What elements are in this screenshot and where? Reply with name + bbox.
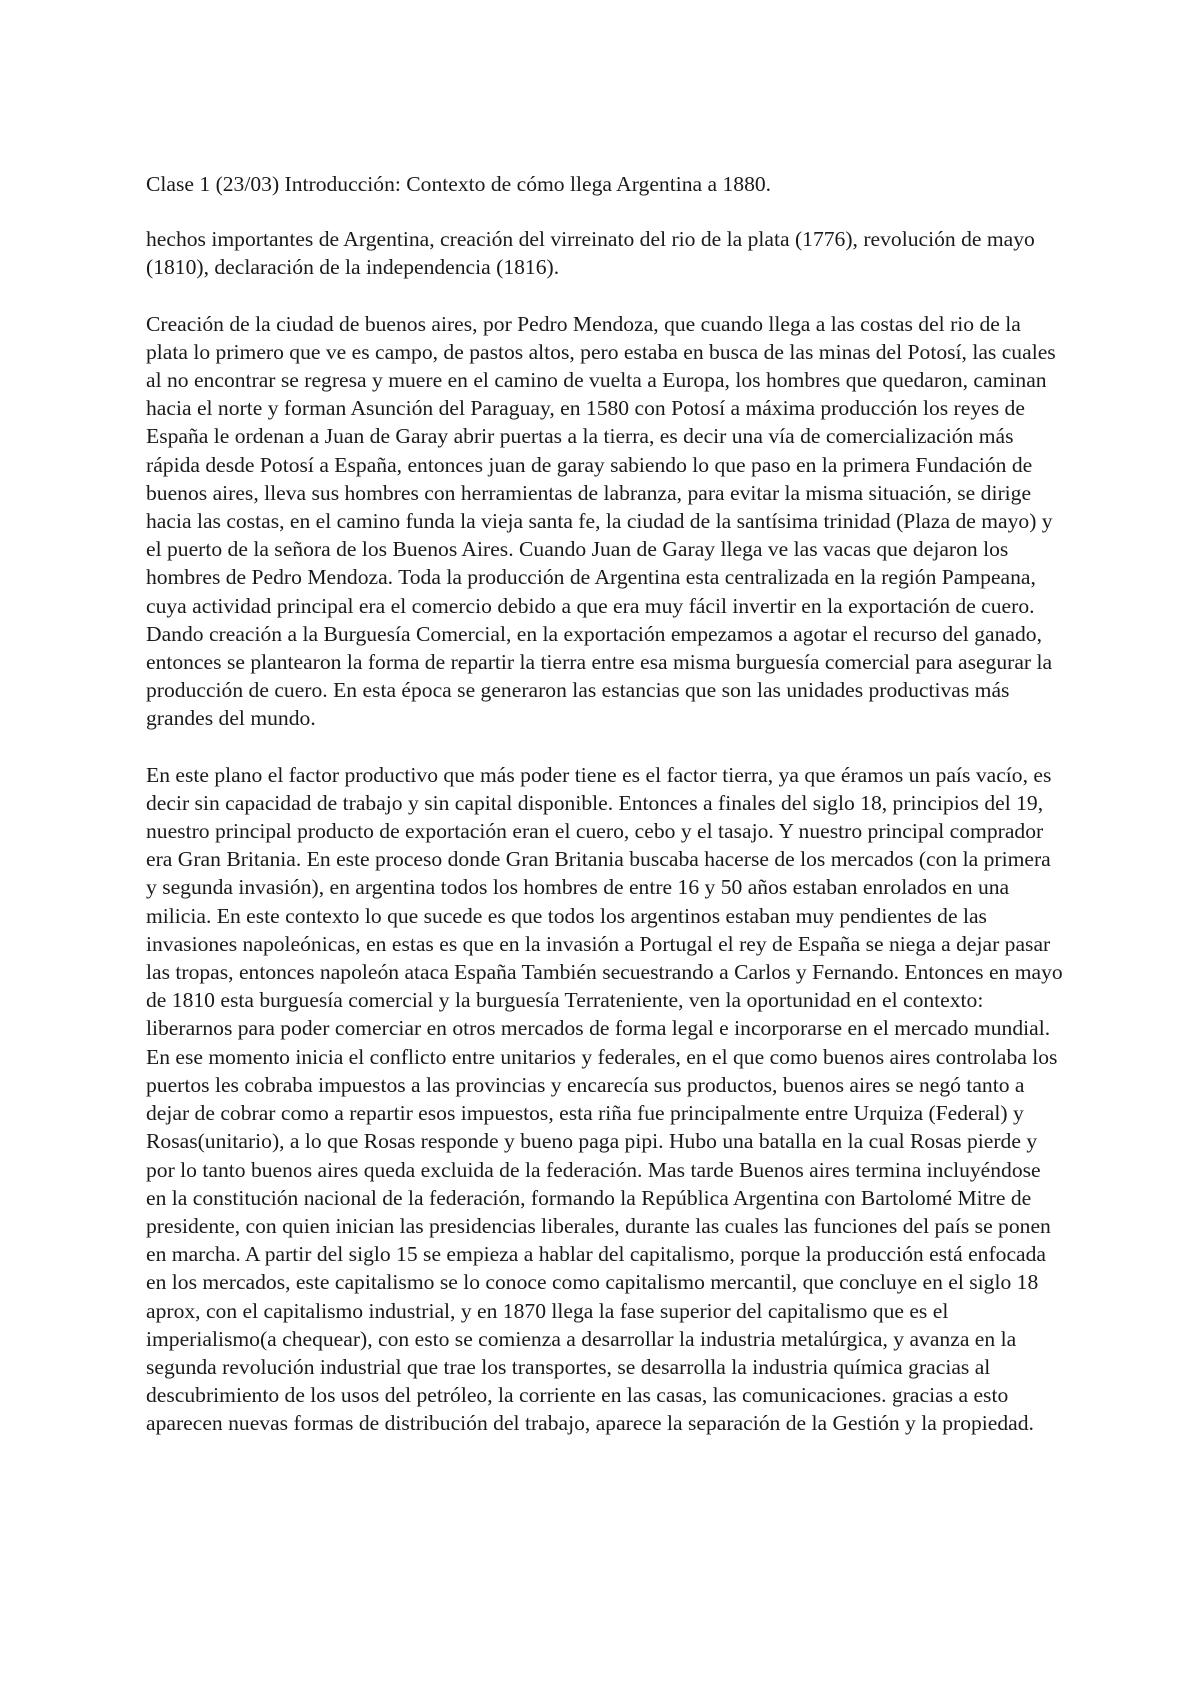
paragraph-key-events: hechos importantes de Argentina, creación del virreinato del rio de la plata (1776), revolución de mayo (1810), declaración de la independencia (1816).	[146, 227, 1035, 280]
paragraph-buenos-aires-founding: Creación de la ciudad de buenos aires, por Pedro Mendoza, que cuando llega a las costas del rio de la plata lo primero que ve es campo, de pastos altos, pero estaba en busca de las minas del Potosí, las cuales al no encontrar se regresa y muere en el camino de vuelta a Europa, los hombres que quedaron, caminan hacia el norte y forman Asunción del Paraguay, en 1580 con Potosí a máxima producción los reyes de España le ordenan a Juan de Garay abrir puertas a la tierra, es decir una vía de comercialización más rápida desde Potosí a España, entonces juan de garay sabiendo lo que paso en la primera Fundación de buenos aires, lleva sus hombres con herramientas de labranza, para evitar la misma situación, se dirige hacia las costas, en el camino funda la vieja santa fe, la ciudad de la santísima trinidad (Plaza de mayo) y el puerto de la señora de los Buenos Aires. Cuando Juan de Garay llega ve las vacas que dejaron los hombres de Pedro Mendoza. Toda la producción de Argentina esta centralizada en la región Pampeana, cuya actividad principal era el comercio debido a que era muy fácil invertir en la exportación de cuero. Dando creación a la Burguesía Comercial, en la exportación empezamos a agotar el recurso del ganado, entonces se plantearon la forma de repartir la tierra entre esa misma burguesía comercial para asegurar la producción de cuero. En esta época se generaron las estancias que son las unidades productivas más grandes del mundo.	[146, 311, 1056, 731]
document-title: Clase 1 (23/03) Introducción: Contexto de cómo llega Argentina a 1880.	[146, 172, 772, 196]
document-page	[146, 170, 1066, 1466]
paragraph-productive-factors: En este plano el factor productivo que más poder tiene es el factor tierra, ya que éramos un país vacío, es decir sin capacidad de trabajo y sin capital disponible. Entonces a finales del siglo 18, principios del 19, nuestro principal producto de exportación eran el cuero, cebo y el tasajo. Y nuestro principal comprador era Gran Britania. En este proceso donde Gran Britania buscaba hacerse de los mercados (con la primera y segunda invasión), en argentina todos los hombres de entre 16 y 50 años estaban enrolados en una milicia. En este contexto lo que sucede es que todos los argentinos estaban muy pendientes de las invasiones napoleónicas, en estas es que en la invasión a Portugal el rey de España se niega a dejar pasar las tropas, entonces napoleón ataca España También secuestrando a Carlos y Fernando. Entonces en mayo de 1810 esta burguesía comercial y la burguesía Terrateniente, ven la oportunidad en el contexto: liberarnos para poder comerciar en otros mercados de forma legal e incorporarse en el mercado mundial. En ese momento inicia el conflicto entre unitarios y federales, en el que como buenos aires controlaba los puertos les cobraba impuestos a las provincias y encarecía sus productos, buenos aires se negó tanto a dejar de cobrar como a repartir esos impuestos, esta riña fue principalmente entre Urquiza (Federal) y Rosas(unitario), a lo que Rosas responde y bueno paga pipi. Hubo una batalla en la cual Rosas pierde y por lo tanto buenos aires queda excluida de la federación. Mas tarde Buenos aires termina incluyéndose en la constitución nacional de la federación, formando la República Argentina con Bartolomé Mitre de presidente, con quien inician las presidencias liberales, durante las cuales las funciones del país se ponen en marcha. A partir del siglo 15 se empieza a hablar del capitalismo, porque la producción está enfocada en los mercados, este capitalismo se lo conoce como capitalismo mercantil, que concluye en el siglo 18 aprox, con el capitalismo industrial, y en 1870 llega la fase superior del capitalismo que es el imperialismo(a chequear), con esto se comienza a desarrollar la industria metalúrgica, y avanza en la segunda revolución industrial que trae los transportes, se desarrolla la industria química gracias al descubrimiento de los usos del petróleo, la corriente en las casas, las comunicaciones. gracias a esto aparecen nuevas formas de distribución del trabajo, aparece la separación de la Gestión y la propiedad.	[146, 762, 1063, 1436]
